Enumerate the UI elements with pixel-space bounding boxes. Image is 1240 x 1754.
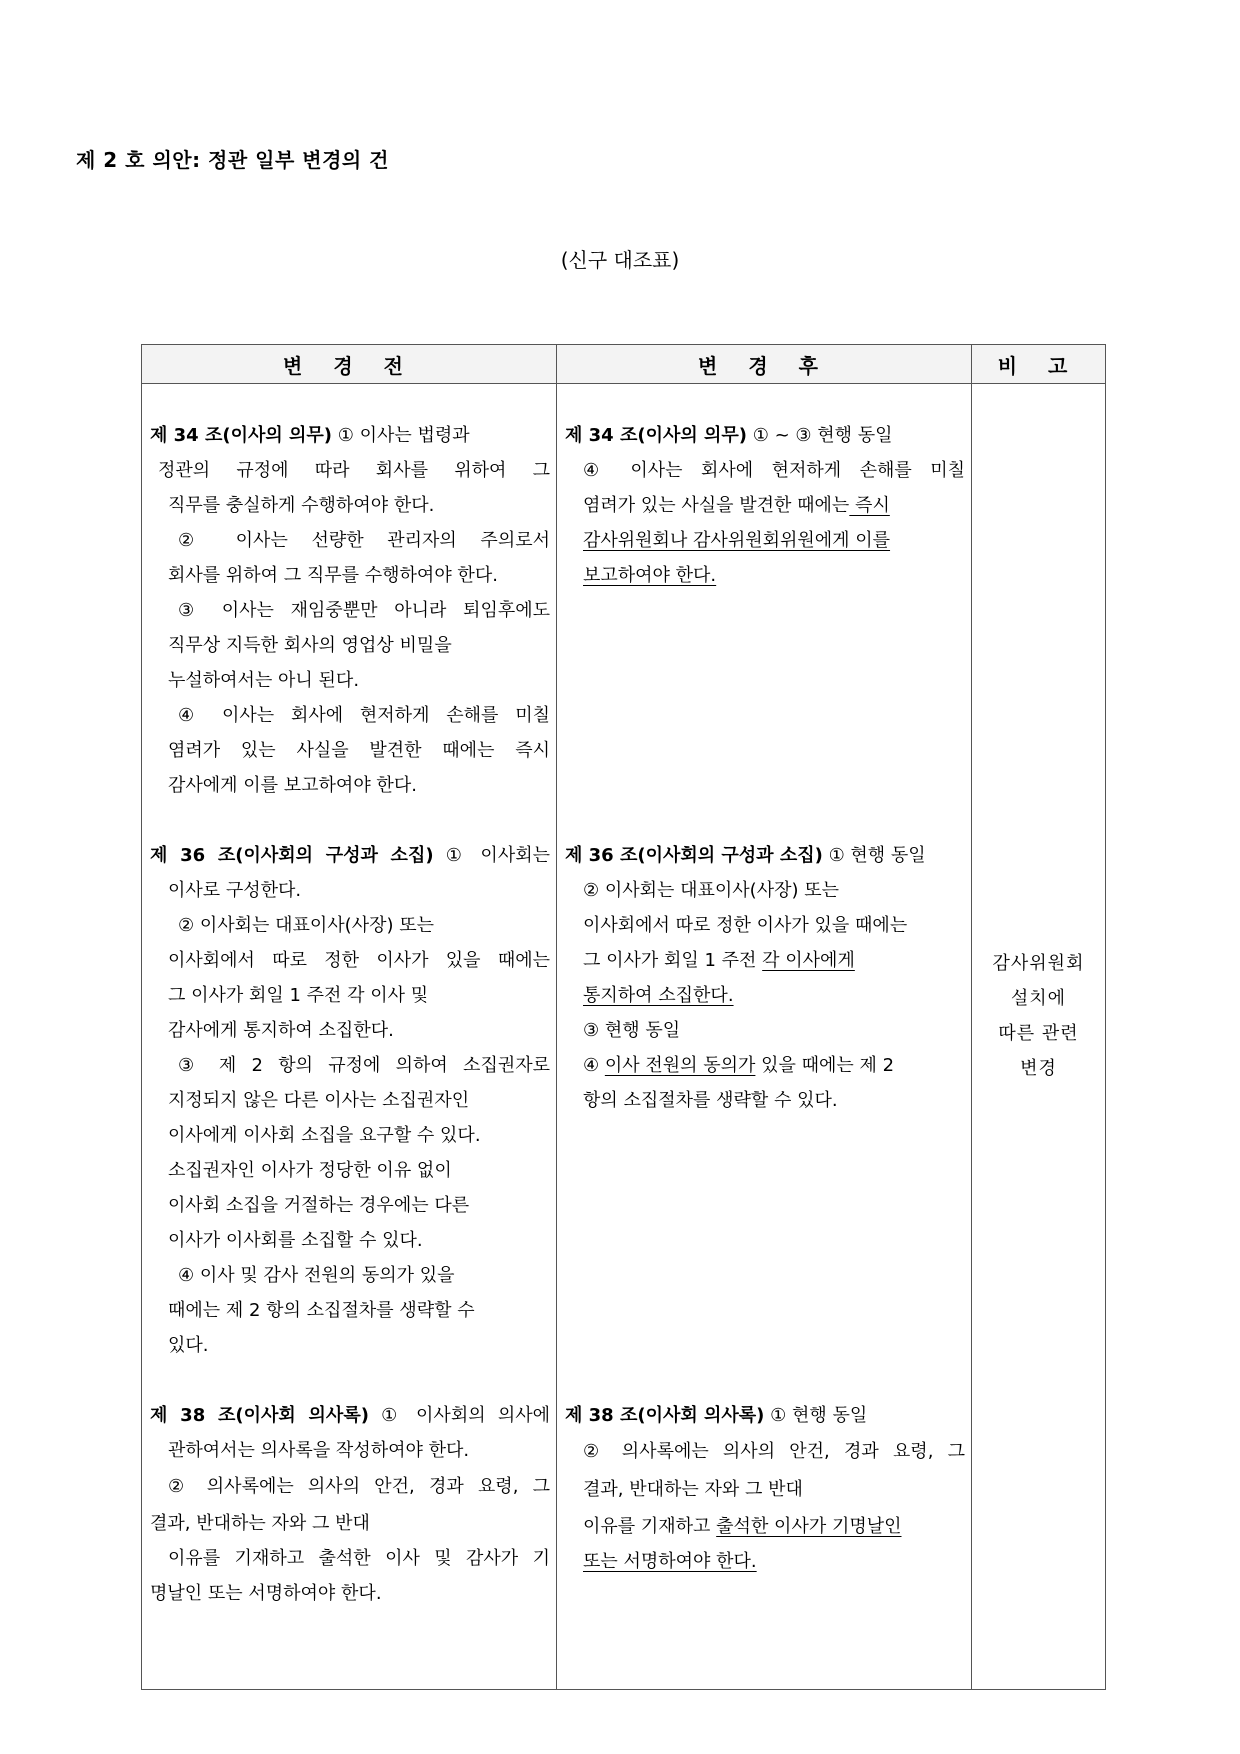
clause-text: 염려가 있는 사실을 발견한 때에는 (583, 495, 850, 516)
amended-text: 통지하여 소집한다. (583, 985, 734, 1006)
clause-text: 결과, 반대하는 자와 그 반대 (583, 1479, 803, 1500)
clause-text: 회사를 위하여 그 직무를 수행하여야 한다. (168, 565, 498, 586)
note-line: 변경 (1020, 1058, 1057, 1079)
note-column (972, 384, 1106, 1690)
clause-text: ② 이사회는 대표이사(사장) 또는 (178, 915, 435, 936)
clause-text: 감사에게 통지하여 소집한다. (168, 1020, 394, 1041)
clause-text: ② 의사록에는 의사의 안건, 경과 요령, 그 (583, 1441, 965, 1462)
clause-text: 그 이사가 회일 1 주전 각 이사 및 (168, 985, 429, 1006)
before-column (142, 384, 557, 1690)
clause-text: ① ~ ③ 현행 동일 (747, 425, 893, 446)
clause-text: 누설하여서는 아니 된다. (168, 670, 360, 691)
clause-text: 소집권자인 이사가 정당한 이유 없이 (168, 1160, 452, 1181)
clause-text: 감사에게 이를 보고하여야 한다. (168, 775, 417, 796)
clause-text: 직무상 지득한 회사의 영업상 비밀을 (168, 635, 452, 656)
note-line: 감사위원회 (992, 953, 1085, 974)
article-heading: 제 38 조(이사회 의사록) (565, 1405, 765, 1426)
clause-text: 결과, 반대하는 자와 그 반대 (150, 1513, 370, 1534)
clause-text: 이사가 이사회를 소집할 수 있다. (168, 1230, 423, 1251)
clause-text: ① 이사는 법령과 (332, 425, 470, 446)
clause-text: 이유를 기재하고 출석한 이사 및 감사가 기 (168, 1548, 550, 1569)
header-before: 변 경 전 (142, 345, 557, 384)
clause-text: 이사회에서 따로 정한 이사가 있을 때에는 (168, 950, 550, 971)
clause-text: ① 이사회는 (433, 845, 550, 866)
table-row (142, 384, 1106, 1690)
clause-text: 이유를 기재하고 (583, 1516, 717, 1537)
table-caption: (신구 대조표) (560, 248, 680, 272)
clause-text: 그 이사가 회일 1 주전 (583, 950, 763, 971)
clause-text: ④ 이사는 회사에 현저하게 손해를 미칠 (583, 460, 965, 481)
clause-text: ③ 현행 동일 (583, 1020, 681, 1041)
clause-text: ④ 이사는 회사에 현저하게 손해를 미칠 (178, 705, 550, 726)
header-note: 비 고 (972, 345, 1106, 384)
clause-text: 이사회 소집을 거절하는 경우에는 다른 (168, 1195, 470, 1216)
amended-text: 감사위원회나 감사위원회위원에게 이를 (583, 530, 891, 551)
amended-text: 즉시 (849, 495, 890, 516)
amended-text: 또는 서명하여야 한다. (583, 1551, 757, 1572)
comparison-table (141, 344, 1106, 1690)
before-article-34 (150, 418, 550, 803)
article-heading: 제 34 조(이사의 의무) (150, 425, 333, 446)
article-heading: 제 38 조(이사회 의사록) (150, 1405, 369, 1426)
agenda-title: 제 2 호 의안: 정관 일부 변경의 건 (76, 148, 389, 172)
amended-text: 이사 전원의 동의가 (604, 1055, 756, 1076)
header-after: 변 경 후 (557, 345, 972, 384)
after-article-34 (565, 418, 965, 803)
note-line: 따른 관련 (998, 1023, 1079, 1044)
clause-text: 관하여서는 의사록을 작성하여야 한다. (168, 1440, 470, 1461)
clause-text: ② 이사회는 대표이사(사장) 또는 (583, 880, 840, 901)
clause-text: 명날인 또는 서명하여야 한다. (150, 1583, 382, 1604)
clause-text: 이사로 구성한다. (168, 880, 302, 901)
clause-text: 염려가 있는 사실을 발견한 때에는 즉시 (168, 740, 550, 761)
before-article-38 (150, 1398, 550, 1611)
clause-text: 직무를 충실하게 수행하여야 한다. (168, 495, 435, 516)
clause-text: 항의 소집절차를 생략할 수 있다. (583, 1090, 838, 1111)
clause-text: ② 이사는 선량한 관리자의 주의로서 (178, 530, 550, 551)
clause-text: 있을 때에는 제 2 (755, 1055, 895, 1076)
before-article-36 (150, 838, 550, 1363)
amended-text: 보고하여야 한다. (583, 565, 717, 586)
article-heading: 제 34 조(이사의 의무) (565, 425, 748, 446)
after-column (557, 384, 972, 1690)
after-article-36 (565, 838, 965, 1363)
clause-text: ① 이사회의 의사에 (368, 1405, 550, 1426)
clause-text: 있다. (168, 1335, 209, 1356)
amended-text: 각 이사에게 (762, 950, 855, 971)
clause-text: ① 현행 동일 (822, 845, 926, 866)
clause-text: 이사회에서 따로 정한 이사가 있을 때에는 (583, 915, 908, 936)
clause-text: 정관의 규정에 따라 회사를 위하여 그 (158, 460, 550, 481)
clause-text: 지정되지 않은 다른 이사는 소집권자인 (168, 1090, 470, 1111)
table-header-row (142, 345, 1106, 384)
amended-text: 출석한 이사가 기명날인 (716, 1516, 902, 1537)
article-heading: 제 36 조(이사회의 구성과 소집) (150, 845, 434, 866)
clause-text: ③ 이사는 재임중뿐만 아니라 퇴임후에도 (178, 600, 550, 621)
clause-text: 이사에게 이사회 소집을 요구할 수 있다. (168, 1125, 481, 1146)
note-line: 설치에 (1010, 988, 1067, 1009)
clause-text: 때에는 제 2 항의 소집절차를 생략할 수 (168, 1300, 475, 1321)
clause-text: ② 의사록에는 의사의 안건, 경과 요령, 그 (168, 1476, 550, 1497)
clause-text: ④ (583, 1055, 605, 1076)
after-article-38 (565, 1398, 965, 1579)
article-heading: 제 36 조(이사회의 구성과 소집) (565, 845, 823, 866)
clause-text: ① 현행 동일 (764, 1405, 868, 1426)
clause-text: ③ 제 2 항의 규정에 의하여 소집권자로 (178, 1055, 550, 1076)
clause-text: ④ 이사 및 감사 전원의 동의가 있을 (178, 1265, 455, 1286)
note-text (972, 946, 1105, 1086)
